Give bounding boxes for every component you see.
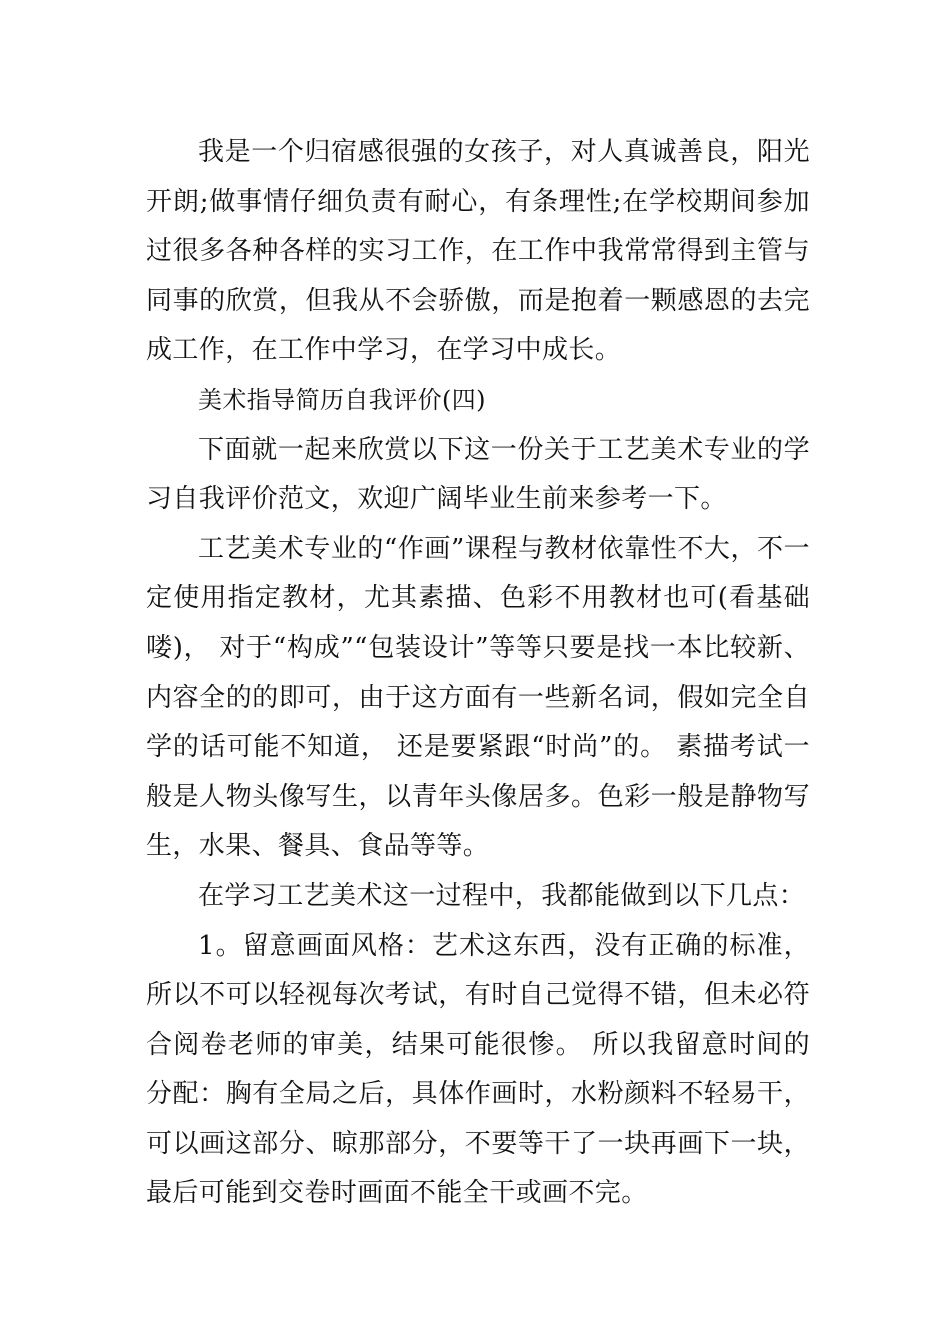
paragraph-course-materials: 工艺美术专业的“作画”课程与教材依靠性不大，不一定使用指定教材，尤其素描、色彩不用教材也可(看基础喽)， 对于“构成”“包装设计”等等只要是找一本比较新、内容全的的即可，由于这方面有一些新名词，假如完全自学的话可能不知道， 还是要紧跟“时尚”的。 素描考试一般是人物头像写生，以青年头像居多。色彩一般是静物写生，水果、餐具、食品等等。 bbox=[146, 533, 810, 862]
paragraph-point-1: 1。留意画面风格：艺术这东西，没有正确的标准，所以不可以轻视每次考试，有时自己觉得不错，但未必符合阅卷老师的审美，结果可能很惨。 所以我留意时间的分配：胸有全局之后，具体作画时，水粉颜料不轻易干，可以画这部分、晾那部分，不要等干了一块再画下一块， 最后可能到交卷时画面不能全干或画不完。 bbox=[146, 930, 810, 1209]
paragraph-intro: 下面就一起来欣赏以下这一份关于工艺美术专业的学习自我评价范文，欢迎广阔毕业生前来参考一下。 bbox=[146, 434, 810, 515]
document-body bbox=[146, 128, 810, 1219]
paragraph-points-intro: 在学习工艺美术这一过程中，我都能做到以下几点： bbox=[198, 880, 806, 911]
paragraph-self-description: 我是一个归宿感很强的女孩子，对人真诚善良，阳光开朗;做事情仔细负责有耐心，有条理性;在学校期间参加过很多各种各样的实习工作，在工作中我常常得到主管与同事的欣赏，但我从不会骄傲，而是抱着一颗感恩的去完成工作，在工作中学习，在学习中成长。 bbox=[146, 137, 810, 366]
section-heading: 美术指导简历自我评价(四) bbox=[198, 385, 486, 414]
